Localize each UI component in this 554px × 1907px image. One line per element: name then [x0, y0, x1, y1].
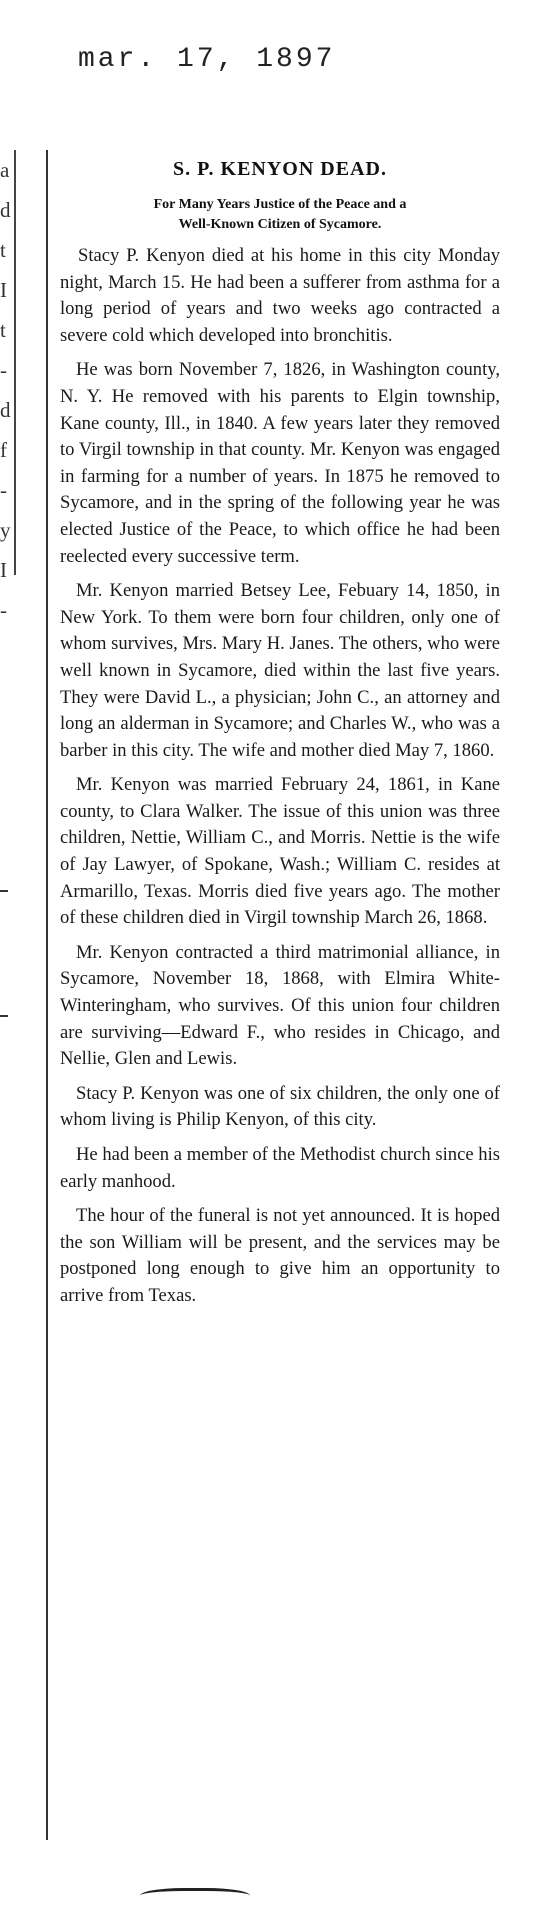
obituary-article	[60, 158, 500, 1318]
fragment-letter: t	[0, 238, 6, 262]
article-paragraph: The hour of the funeral is not yet announced. It is hoped the son William will be present, and the services may be postponed long enough to give him an opportunity to arrive from Texas.	[60, 1205, 500, 1306]
fragment-letter: -	[0, 478, 7, 502]
adjacent-column-fragment	[0, 150, 20, 630]
article-paragraph: He had been a member of the Methodist church since his early manhood.	[60, 1144, 500, 1192]
fragment-letter: t	[0, 318, 6, 342]
article-paragraph: Mr. Kenyon was married February 24, 1861, in Kane county, to Clara Walker. The issue of this union was three children, Nettie, William C., and Morris. Nettie is the wife of Jay Lawyer, of Spokane, Wash.; William C. resides at Armarillo, Texas. Morris died five years ago. The mother of these children died in Virgil township March 26, 1868.	[60, 774, 500, 929]
date-stamp: mar. 17, 1897	[78, 44, 336, 75]
article-paragraph: Mr. Kenyon married Betsey Lee, Febuary 14, 1850, in New York. To them were born four children, only one of whom survives, Mrs. Mary H. Janes. The others, who were well known in Sycamore, died within the last five years. They were David L., a physician; John C., an attorney and long an alderman in Sycamore; and Charles W., who was a barber in this city. The wife and mother died May 7, 1860.	[60, 580, 500, 761]
subheadline	[60, 195, 500, 235]
article-body	[60, 243, 500, 1310]
article-paragraph: Stacy P. Kenyon was one of six children, the only one of whom living is Philip Kenyon, of this city.	[60, 1082, 500, 1131]
article-paragraph: Stacy P. Kenyon died at his home in this city Monday night, March 15. He had been a sufferer from asthma for a long period of years and two weeks ago contracted a severe cold which developed into bronchitis.	[60, 245, 500, 346]
fragment-letter: -	[0, 358, 7, 382]
fragment-letter: a	[0, 158, 10, 182]
fragment-letter: d	[0, 198, 11, 222]
article-paragraph: Mr. Kenyon contracted a third matrimonial alliance, in Sycamore, November 18, 1868, with Elmira White-Winteringham, who survives. Of this union four children are surviving—Edward F., who resides in Chicago, and Nellie, Glen and Lewis.	[60, 941, 500, 1070]
fragment-letter: y	[0, 518, 11, 542]
fragment-letter: f	[0, 438, 7, 462]
margin-tick	[0, 1015, 8, 1017]
subheadline-line: Well-Known Citizen of Sycamore.	[178, 217, 382, 232]
fragment-letter: -	[0, 598, 7, 622]
column-rule	[46, 150, 48, 1840]
margin-tick	[0, 890, 8, 892]
subheadline-line: For Many Years Justice of the Peace and a	[153, 197, 407, 212]
clipping-edge-rule	[14, 150, 16, 575]
headline: S. P. KENYON DEAD.	[173, 158, 387, 180]
fragment-letter: I	[0, 558, 7, 582]
article-paragraph: He was born November 7, 1826, in Washington county, N. Y. He removed with his parents to Elgin township, Kane county, Ill., in 1840. A few years later they removed to Virgil township in that county. Mr. Kenyon was engaged in farming for a number of years. In 1875 he removed to Sycamore, and in the spring of the following year he was elected Justice of the Peace, to which office he had been reelected every successive term.	[60, 359, 500, 567]
next-article-fragment	[140, 1888, 250, 1907]
fragment-letter: d	[0, 398, 11, 422]
fragment-letter: I	[0, 278, 7, 302]
